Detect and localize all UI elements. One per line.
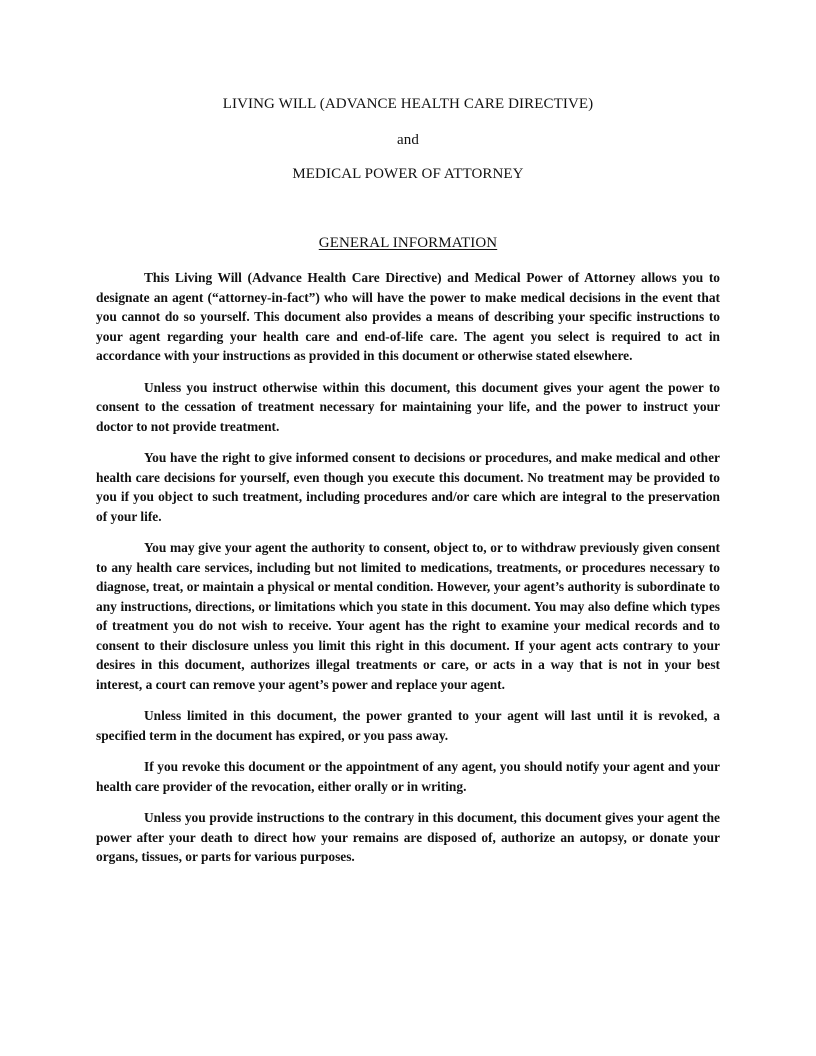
paragraph-intro: This Living Will (Advance Health Care Directive) and Medical Power of Attorney allows you to designate an agent (“attorney-in-fact”) who will have the power to make medical decisions in the event that you cannot do so yourself. This document also provides a means of describing your specific instructions to your agent regarding your health care and end-of-life care. The agent you select is required to act in accordance with your instructions as provided in this document or otherwise stated elsewhere. <box>96 270 720 363</box>
paragraph-duration: Unless limited in this document, the power granted to your agent will last until it is revoked, a specified term in the document has expired, or you pass away. <box>96 708 720 743</box>
paragraph-after-death: Unless you provide instructions to the contrary in this document, this document gives your agent the power after your death to direct how your remains are disposed of, authorize an autopsy, or donate your organs, tissues, or parts for various purposes. <box>96 810 720 864</box>
paragraph-informed-consent: You have the right to give informed consent to decisions or procedures, and make medical and other health care decisions for yourself, even though you execute this document. No treatment may be provided to you if you object to such treatment, including procedures and/or care which are integral to the preservation of your life. <box>96 450 720 524</box>
section-heading: GENERAL INFORMATION <box>318 235 498 251</box>
paragraph-revocation: If you revoke this document or the appointment of any agent, you should notify your agent and your health care provider of the revocation, either orally or in writing. <box>96 759 720 794</box>
document-title: LIVING WILL (ADVANCE HEALTH CARE DIRECTIVE) <box>222 96 594 112</box>
title-conjunction: and <box>397 132 419 148</box>
paragraph-default-powers: Unless you instruct otherwise within this document, this document gives your agent the power to consent to the cessation of treatment necessary for maintaining your life, and the power to instruct your doctor to not provide treatment. <box>96 379 720 434</box>
document-subtitle: MEDICAL POWER OF ATTORNEY <box>292 166 524 182</box>
document-body <box>96 268 720 879</box>
paragraph-agent-authority: You may give your agent the authority to consent, object to, or to withdraw previously given consent to any health care services, including but not limited to medications, treatments, or procedures necessary to diagnose, treat, or maintain a physical or mental condition. However, your agent’s authority is subordinate to any instructions, directions, or limitations which you state in this document. You may also define which types of treatment you do not wish to receive. Your agent has the right to examine your medical records and to consent to their disclosure unless you limit this right in this document. If your agent acts contrary to your desires in this document, authorizes illegal treatments or care, or acts in a way that is not in your best interest, a court can remove your agent’s power and replace your agent. <box>96 540 720 692</box>
